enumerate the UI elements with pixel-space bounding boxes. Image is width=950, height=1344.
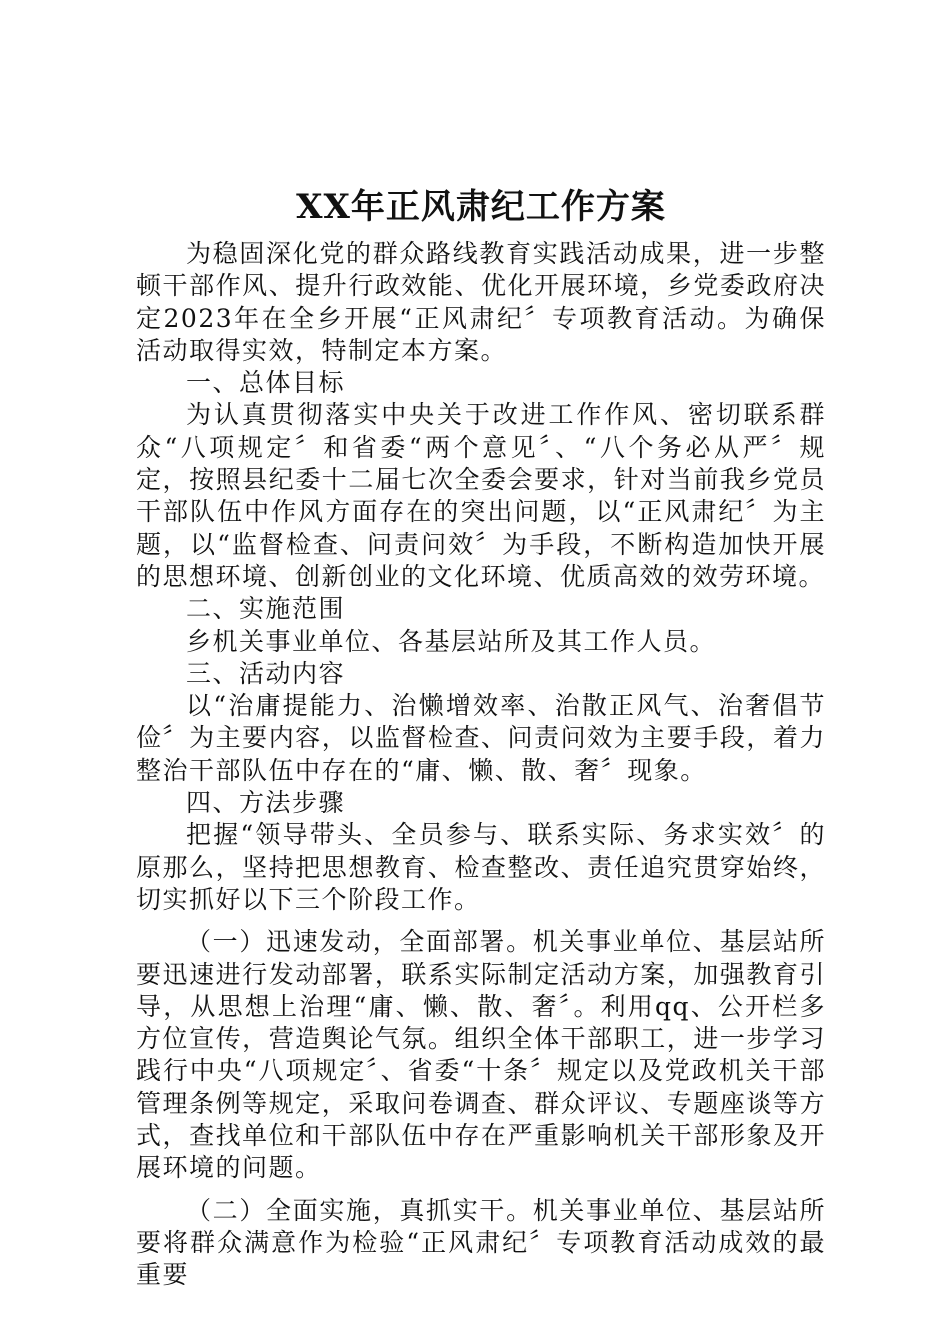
section-heading-steps: 四、方法步骤: [186, 788, 346, 818]
content-paragraph: 以“治庸提能力、治懒增效率、治散正风气、治奢倡节俭〞为主要内容，以监督检查、问责问效为主要手段，着力整治干部队伍中存在的“庸、懒、散、奢〞现象。: [136, 691, 826, 785]
steps-paragraph: 把握“领导带头、全员参与、联系实际、务求实效〞的原那么，坚持把思想教育、检查整改、责任追究贯穿始终，切实抓好以下三个阶段工作。: [136, 820, 826, 914]
intro-paragraph: 为稳固深化党的群众路线教育实践活动成果，进一步整顿干部作风、提升行政效能、优化开展环境，乡党委政府决定2023年在全乡开展“正风肃纪〞专项教育活动。为确保活动取得实效，特制定本方案。: [136, 239, 826, 365]
scope-paragraph: 乡机关事业单位、各基层站所及其工作人员。: [186, 626, 717, 656]
document-title: XX年正风肃纪工作方案: [296, 187, 666, 227]
goal-paragraph: 为认真贯彻落实中央关于改进工作作风、密切联系群众“八项规定〞和省委“两个意见〞、“八个务必从严〞规定，按照县纪委十二届七次全委会要求，针对当前我乡党员干部队伍中作风方面存在的突出问题，以“正风肃纪〞为主题，以“监督检查、问责问效〞为手段，不断构造加快开展的思想环境、创新创业的文化环境、优质高效的效劳环境。: [136, 400, 826, 591]
document-page: [136, 186, 826, 1292]
section-heading-goal: 一、总体目标: [186, 368, 346, 398]
step-one-paragraph: （一）迅速发动，全面部署。机关事业单位、基层站所要迅速进行发动部署，联系实际制定活动方案，加强教育引导，从思想上治理“庸、懒、散、奢〞。利用qq、公开栏多方位宣传，营造舆论气氛。组织全体干部职工，进一步学习践行中央“八项规定〞、省委“十条〞规定以及党政机关干部管理条例等规定，采取问卷调查、群众评议、专题座谈等方式，查找单位和干部队伍中存在严重影响机关干部形象及开展环境的问题。: [136, 927, 826, 1183]
section-heading-content: 三、活动内容: [186, 658, 346, 688]
section-heading-scope: 二、实施范围: [186, 594, 346, 624]
step-two-paragraph: （二）全面实施，真抓实干。机关事业单位、基层站所要将群众满意作为检验“正风肃纪〞专项教育活动成效的最重要: [136, 1195, 826, 1290]
